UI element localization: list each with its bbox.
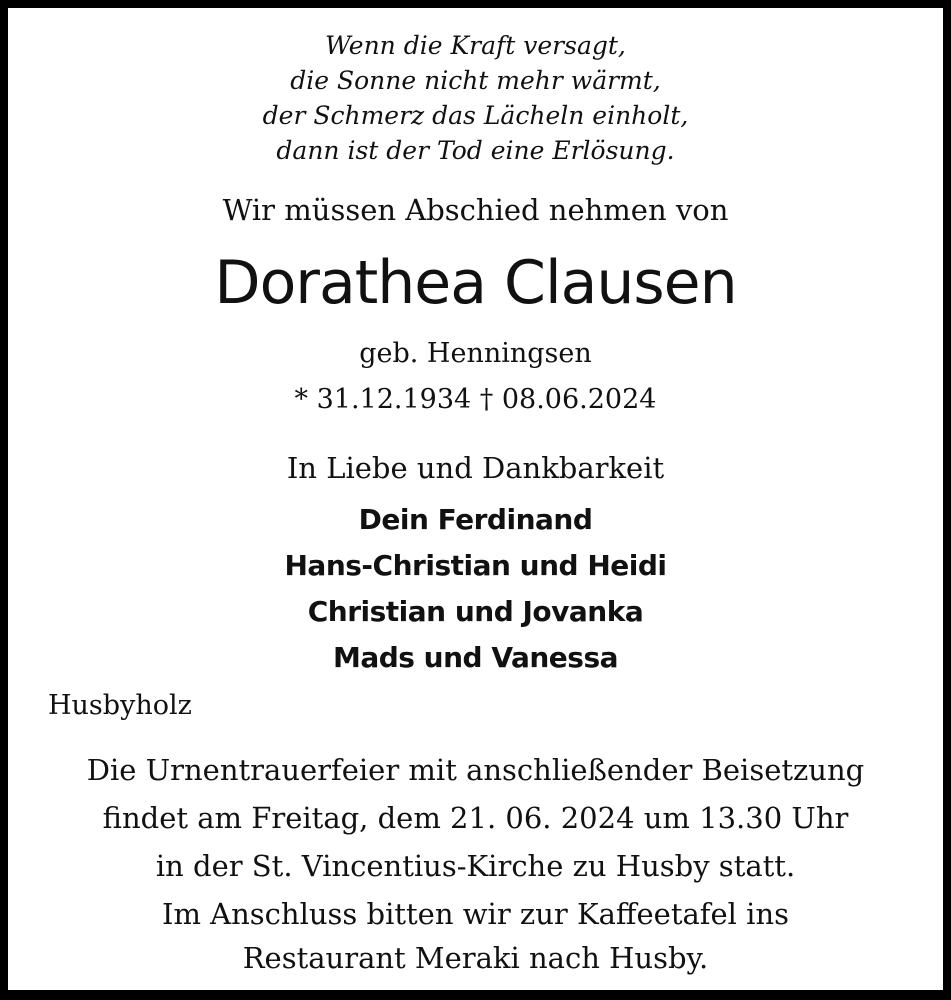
mourner-name: Hans-Christian und Heidi bbox=[284, 549, 667, 582]
deceased-name: Dorathea Clausen bbox=[214, 248, 737, 318]
poem-line: Wenn die Kraft versagt, bbox=[325, 31, 626, 60]
mourner-name: Dein Ferdinand bbox=[358, 503, 593, 536]
poem-line: die Sonne nicht mehr wärmt, bbox=[290, 66, 661, 95]
service-line: Restaurant Meraki nach Husby. bbox=[242, 941, 709, 975]
mourner-name: Mads und Vanessa bbox=[332, 641, 619, 674]
dedication-text: In Liebe und Dankbarkeit bbox=[286, 451, 665, 485]
intro-text: Wir müssen Abschied nehmen von bbox=[222, 193, 729, 227]
service-line: Im Anschluss bitten wir zur Kaffeetafel ins bbox=[162, 897, 789, 931]
service-line: in der St. Vincentius-Kirche zu Husby statt. bbox=[155, 849, 796, 883]
mourner-name: Christian und Jovanka bbox=[307, 595, 644, 628]
service-line: Die Urnentrauerfeier mit anschließender Beisetzung bbox=[86, 753, 865, 787]
poem-line: der Schmerz das Lächeln einholt, bbox=[262, 101, 689, 130]
life-dates: * 31.12.1934 † 08.06.2024 bbox=[294, 384, 657, 415]
place-name: Husbyholz bbox=[48, 690, 192, 721]
service-line: findet am Freitag, dem 21. 06. 2024 um 13.30 Uhr bbox=[102, 801, 849, 835]
poem-line: dann ist der Tod eine Erlösung. bbox=[276, 136, 675, 165]
maiden-name: geb. Henningsen bbox=[359, 338, 592, 369]
